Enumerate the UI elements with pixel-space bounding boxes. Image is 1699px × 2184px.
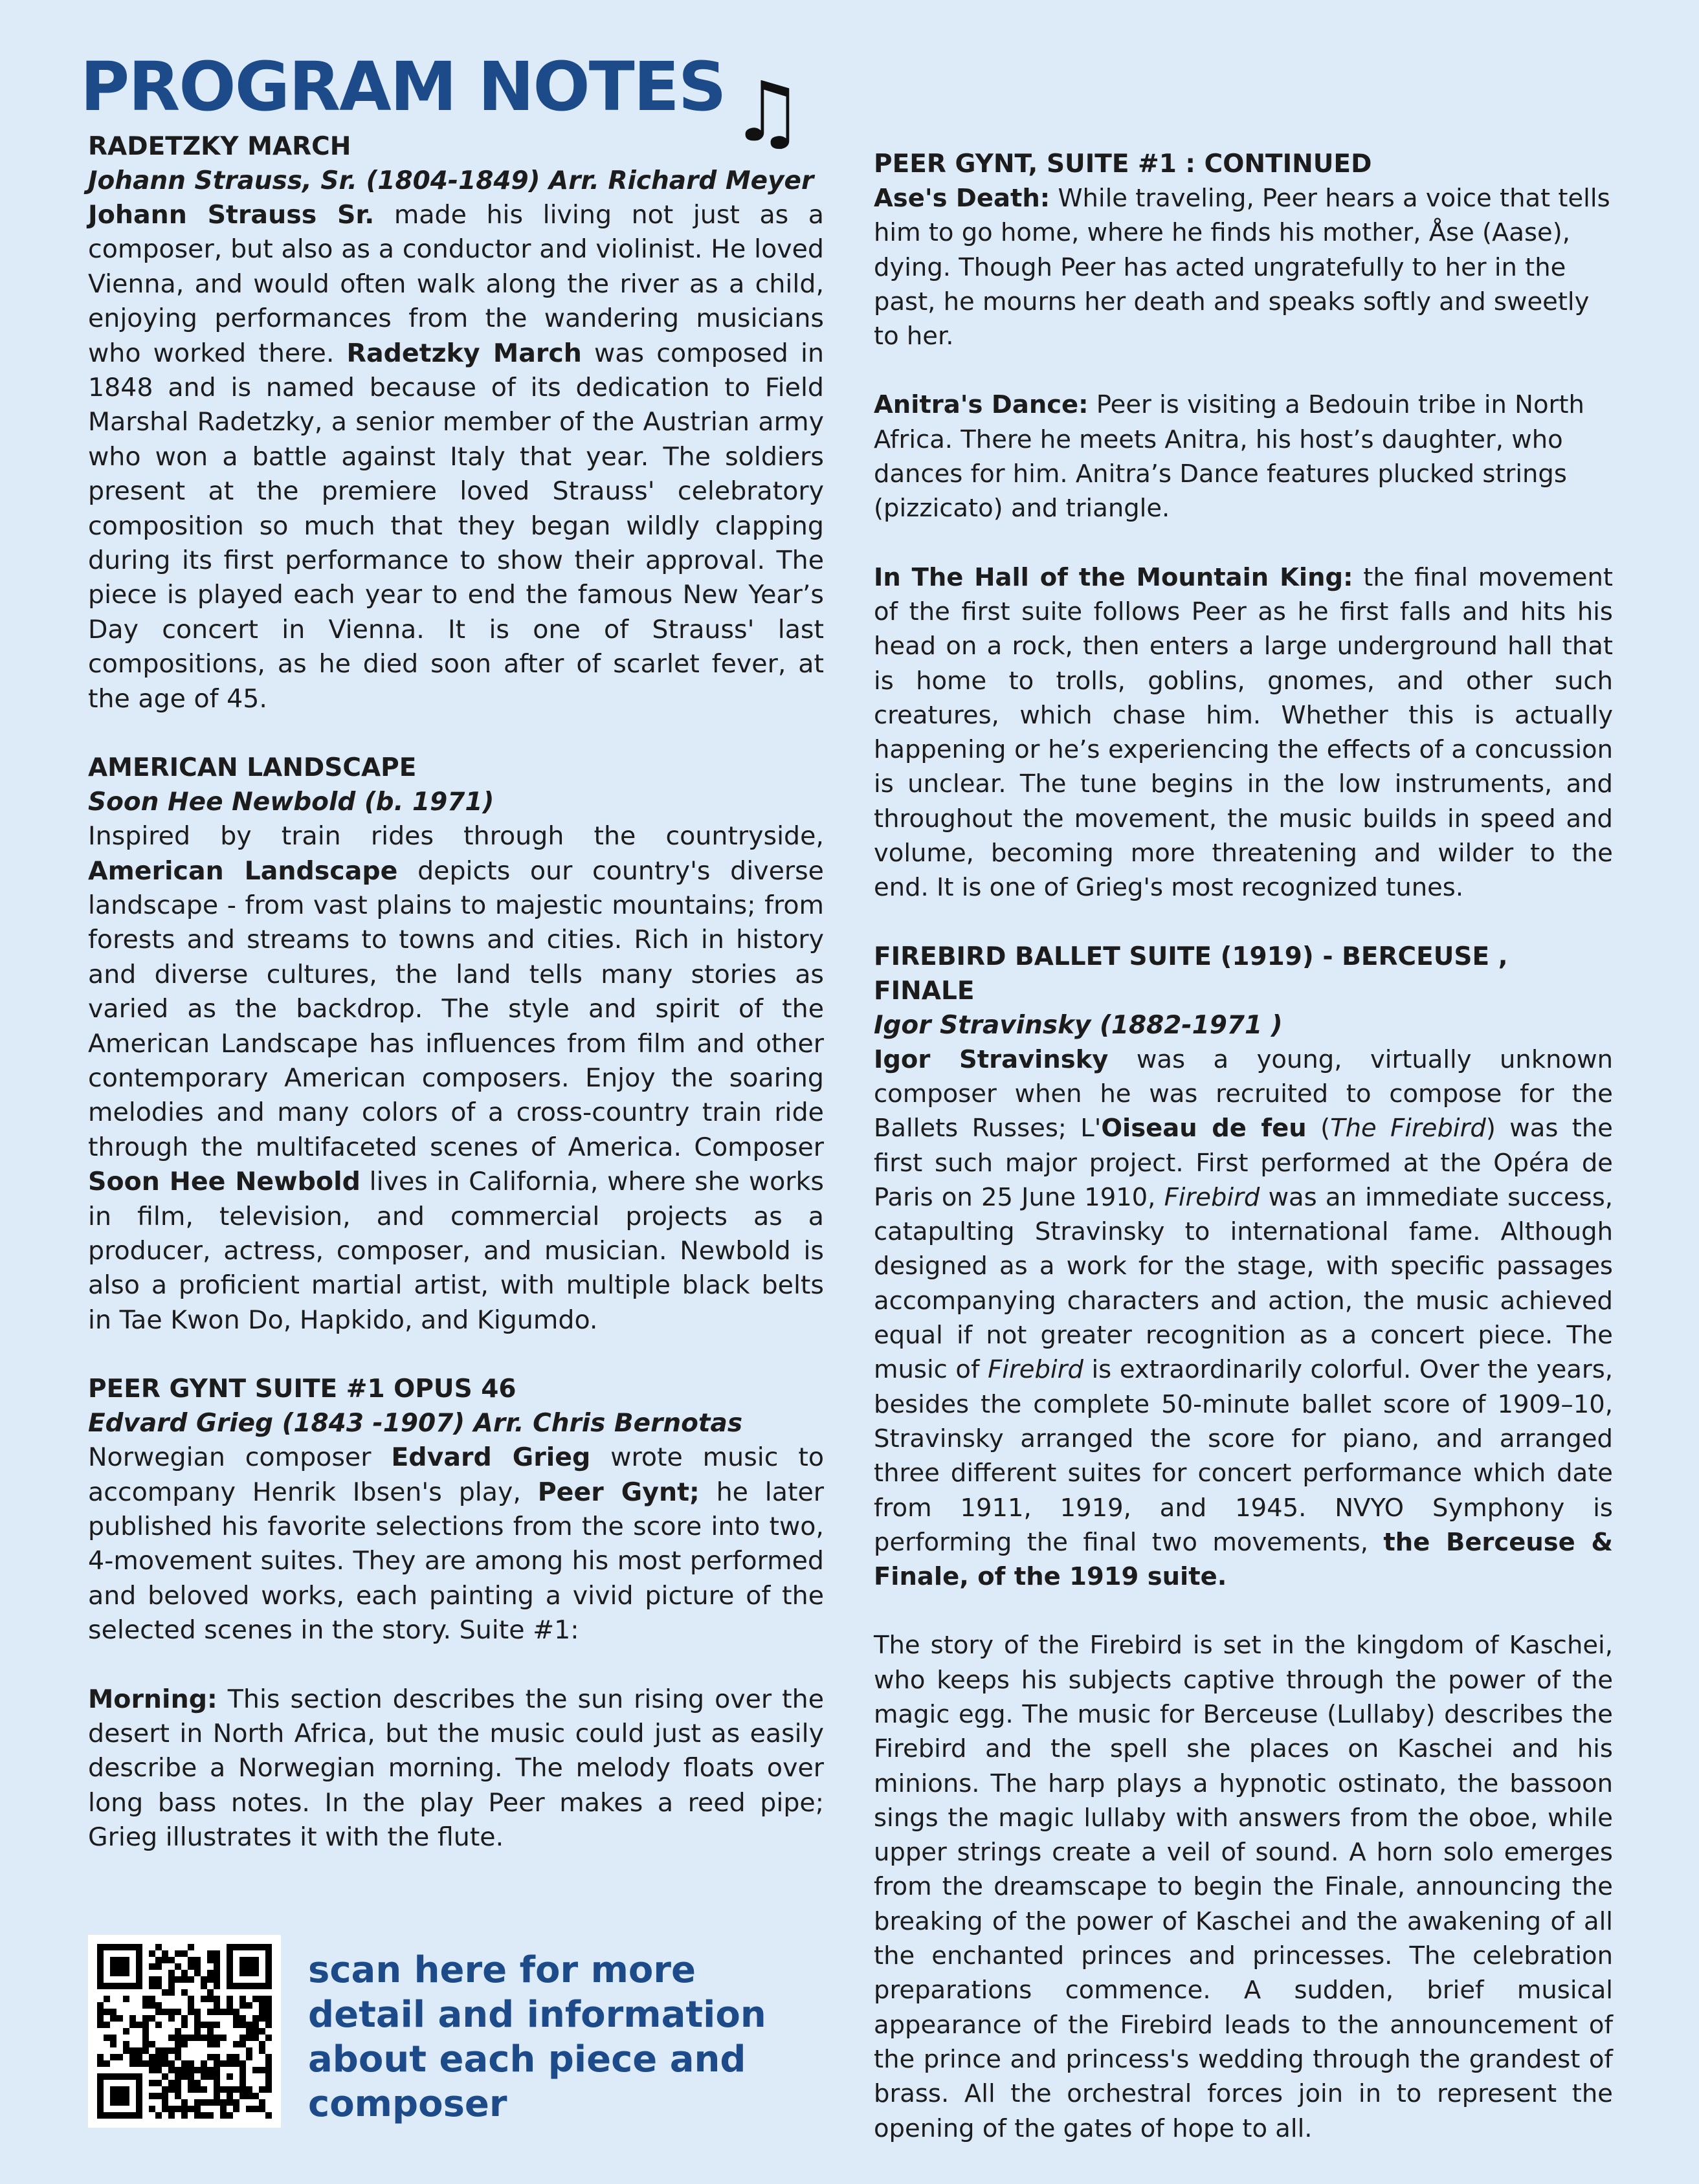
section-body	[874, 1042, 1613, 1594]
anitra-paragraph	[874, 388, 1613, 525]
movement-label: Morning:	[88, 1684, 217, 1714]
music-note-icon: ♫	[730, 64, 805, 160]
section-body	[88, 1440, 824, 1648]
bold-text: Radetzky March	[346, 338, 582, 368]
bold-text: Johann Strauss Sr.	[88, 200, 375, 230]
section-composer: Igor Stravinsky (1882-1971 )	[874, 1010, 1283, 1040]
section-title: PEER GYNT SUITE #1 OPUS 46	[88, 1374, 516, 1404]
movement-label: Ase's Death:	[874, 184, 1050, 213]
section-title: FIREBIRD BALLET SUITE (1919) - BERCEUSE , FINALE	[874, 942, 1508, 1006]
body-text: lives in California, where she works in film, television, and commercial projects as a producer, actress, composer, and musician. Newbold is also a proficient martial artist, with multiple black belts in Tae Kwon Do, Hapkido, and Kigumdo.	[88, 1167, 824, 1335]
qr-code-icon	[97, 1944, 272, 2119]
qr-code[interactable]	[88, 1935, 281, 2128]
movement-label: Anitra's Dance:	[874, 390, 1089, 420]
firebird-story-paragraph: The story of the Firebird is set in the kingdom of Kaschei, who keeps his subjects captive through the power of the magic egg. The music for Berceuse (Lullaby) describes the Firebird and the spell she places on Kaschei and his minions. The harp plays a hypnotic ostinato, the bassoon sings the magic lullaby with answers from the oboe, while upper strings create a veil of sound. A horn solo emerges from the dreamscape to begin the Finale, announcing the breaking of the power of Kaschei and the awakening of all the enchanted princes and princesses. The celebration preparations commence. A sudden, brief musical appearance of the Firebird leads to the announcement of the prince and princess's wedding through the grandest of brass. All the orchestral forces join in to represent the opening of the gates of hope to all.	[874, 1631, 1613, 2143]
body-text: was composed in 1848 and is named because of its dedication to Field Marshal Radetzky, a senior member of the Austrian army who won a battle against Italy that year. The soldiers present at the premiere loved Strauss' celebratory composition so much that they began wildly clapping during its first performance to show their approval. The piece is played each year to end the famous New Year’s Day concert in Vienna. It is one of Strauss' last compositions, as he died soon after of scarlet fever, at the age of 45.	[88, 338, 824, 714]
body-text: he later published his favorite selections from the score into two, 4-movement suites. They are among his most performed and beloved works, each painting a vivid picture of the selected scenes in the story. Suite #1:	[88, 1477, 824, 1646]
bold-text: American Landscape	[88, 855, 398, 886]
body-text: depicts our country's diverse landscape - from vast plains to majestic mountains; from forests and streams to towns and cities. Rich in history and diverse cultures, the land tells many stories as varied as the backdrop. The style and spirit of the American Landscape has influences from film and other contemporary American composers. Enjoy the soaring melodies and many colors of a cross-country train ride through the multifaceted scenes of America. Composer	[88, 855, 824, 1162]
body-text: made his living not just as a composer, but also as a conductor and violinist. He loved Vienna, and would often walk along the river as a child, enjoying performances from the wandering musicians who worked there.	[88, 200, 825, 368]
american-section	[88, 751, 824, 1338]
bold-text: Igor Stravinsky	[874, 1044, 1109, 1074]
italic-text: Firebird	[988, 1355, 1083, 1385]
section-composer: Soon Hee Newbold (b. 1971)	[88, 788, 494, 817]
section-title: AMERICAN LANDSCAPE	[88, 753, 417, 783]
bold-text: the Berceuse & Finale, of the 1919 suite.	[874, 1527, 1613, 1592]
body-text: was a young, virtually unknown composer when he was recruited to compose for the Ballets Russes; L'	[874, 1044, 1613, 1143]
body-text: was an immediate success, catapulting Stravinsky to international fame. Although designed as a work for the stage, with specific passages accompanying characters and action, the music achieved equal if not greater recognition as a concert piece. The music of	[874, 1182, 1613, 1385]
peer-gynt-continued-section	[874, 147, 1613, 905]
body-text: is extraordinarily colorful. Over the years, besides the complete 50-minute ballet score of 1909–10, Stravinsky arranged the score for piano, and arranged three different suites for concert performance which date from 1911, 1919, and 1945. NVYO Symphony is performing the final two movements,	[874, 1355, 1613, 1557]
body-text: Norwegian composer	[88, 1442, 392, 1473]
right-column	[874, 147, 1613, 2180]
section-title: PEER GYNT, SUITE #1 : CONTINUED	[874, 149, 1372, 179]
bold-text: Peer Gynt;	[537, 1477, 700, 1507]
section-composer: Edvard Grieg (1843 -1907) Arr. Chris Bernotas	[88, 1409, 743, 1439]
section-composer: Johann Strauss, Sr. (1804-1849) Arr. Richard Meyer	[88, 166, 814, 195]
section-body	[88, 819, 824, 1338]
peer-gynt-section	[88, 1372, 824, 1855]
firebird-section	[874, 940, 1613, 2146]
radetzky-section	[88, 129, 824, 716]
bold-text: Soon Hee Newbold	[88, 1167, 361, 1197]
body-text: (	[1306, 1114, 1331, 1143]
body-text: ) was the first such major project. First performed at the Opéra de Paris on 25 June 1910,	[874, 1114, 1613, 1212]
hall-paragraph	[874, 560, 1613, 905]
movement-label: In The Hall of the Mountain King:	[874, 562, 1353, 592]
body-text: While traveling, Peer hears a voice that tells him to go home, where he finds his mother, Åse (Aase), dying. Though Peer has acted ungratefully to her in the past, he mourns her death and speaks softly and sweetly to her.	[874, 184, 1610, 351]
morning-paragraph	[88, 1682, 824, 1855]
body-text: This section describes the sun rising over the desert in North Africa, but the music could just as easily describe a Norwegian morning. The melody floats over long bass notes. In the play Peer makes a reed pipe; Grieg illustrates it with the flute.	[88, 1684, 824, 1853]
ase-paragraph	[874, 181, 1613, 353]
bold-text: Oiseau de feu	[1101, 1114, 1307, 1143]
body-text: wrote music to accompany Henrik Ibsen's play,	[88, 1442, 824, 1507]
section-body	[88, 198, 824, 716]
qr-caption: scan here for more detail and information about each piece and composer	[308, 1949, 766, 2125]
section-title: RADETZKY MARCH	[88, 132, 351, 161]
italic-text: The Firebird	[1330, 1114, 1486, 1143]
bold-text: Edvard Grieg	[391, 1442, 591, 1473]
body-text: Inspired by train rides through the countryside,	[88, 821, 824, 852]
page-title: PROGRAM NOTES	[80, 47, 726, 126]
body-text: the final movement of the first suite follows Peer as he first falls and hits his head on a rock, then enters a large underground hall that is home to trolls, goblins, gnomes, and other such creatures, which chase him. Whether this is actually happening or he’s experiencing the effects of a concussion is unclear. The tune begins in the low instruments, and throughout the movement, the music builds in speed and volume, becoming more threatening and wilder to the end. It is one of Grieg's most recognized tunes.	[874, 562, 1613, 903]
body-text: Peer is visiting a Bedouin tribe in North Africa. There he meets Anitra, his host’s daughter, who dances for him. Anitra’s Dance features plucked strings (pizzicato) and triangle.	[874, 390, 1584, 524]
left-column	[88, 129, 824, 1890]
italic-text: Firebird	[1164, 1182, 1260, 1212]
